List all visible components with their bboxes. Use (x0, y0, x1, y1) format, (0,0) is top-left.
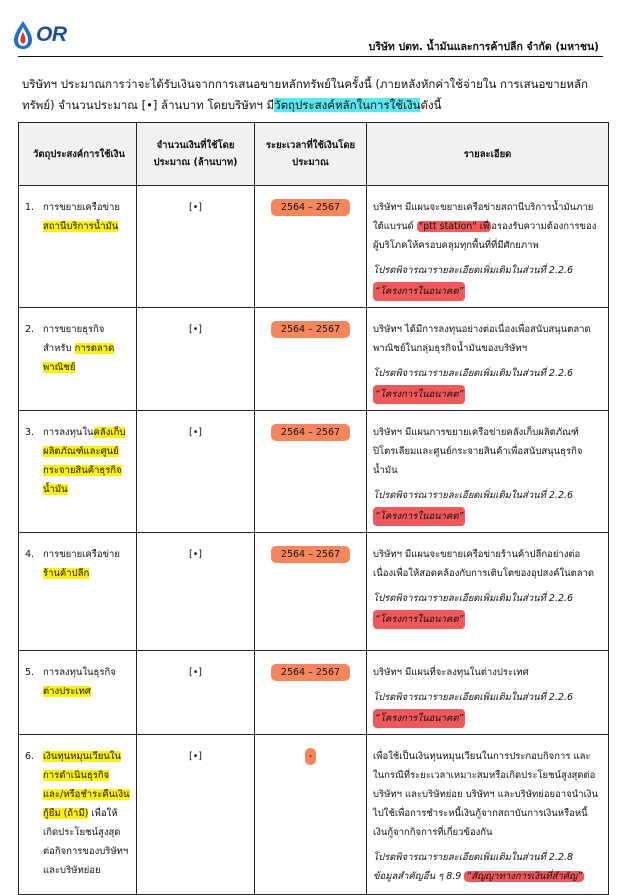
detail-text: เพื่อใช้เป็นเงินทุนหมุนเวียนในการประกอบกิจการ และในกรณีที่ระยะเวลาเหมาะสมหรือเกิดประโยชน์สูงสุดต่อบริษัทฯ และบริษัทย่อย บริษัทฯ และบริษัทย่อยอาจนำเงินไปใช้เพื่อการชำระหนี้เงินกู้จากสถาบันการเงินหรือหนี้เงินกู้จากกิจการที่เกี่ยวข้องกัน (373, 751, 598, 838)
table-row (19, 411, 609, 533)
objective-highlight: ร้านค้าปลีก (43, 568, 90, 579)
detail-cell (367, 186, 609, 308)
detail-text-end: อรองรับความต้องการของผู้บริโภคให้ครอบคลุมทุกพื้นที่ที่มีศักยภาพ (373, 221, 597, 251)
objective-highlight: สถานีบริการน้ำมัน (43, 221, 119, 232)
period-cell (255, 186, 367, 308)
header-objective: วัตถุประสงค์การใช้เงิน (19, 123, 137, 186)
objective-cell (19, 308, 137, 411)
table-row (19, 735, 609, 895)
reference-note: “โครงการในอนาคต” (373, 282, 465, 301)
period-cell (255, 735, 367, 895)
detail-cell (367, 533, 609, 651)
period-cell (255, 533, 367, 651)
reference-text: โปรดพิจารณารายละเอียดเพิ่มเติมในส่วนที่ 2.2.6 (373, 265, 574, 276)
detail-highlight: "ptt station" เพื่ (418, 221, 490, 232)
logo-text: OR (36, 23, 67, 46)
objective-text: การลงทุนใน (43, 427, 94, 438)
period-cell (255, 651, 367, 735)
period-badge: 2564 – 2567 (271, 546, 350, 563)
objective-cell (19, 533, 137, 651)
objective-text: การลงทุนในธุรกิจ (43, 667, 116, 678)
period-badge: 2564 – 2567 (271, 199, 350, 216)
objective-text: การขยายธุรกิจสำหรับ (43, 324, 105, 354)
reference-note: “โครงการในอนาคต” (373, 385, 465, 404)
intro-paragraph (22, 74, 604, 116)
amount-cell: [•] (137, 411, 255, 533)
intro-text: บริษัทฯ ประมาณการว่าจะได้รับเงินจากการเสนอขายหลักทรัพย์ในครั้งนี้ (ภายหลังหักค่าใช้จ่ายใน การเสนอขายหลักทรัพย์) จำนวนประมาณ [•] ล้านบาท โดยบริษัทฯ มี (22, 77, 588, 112)
period-badge: 2564 – 2567 (271, 321, 350, 338)
objective-highlight: เงินทุนหมุนเวียนในการดำเนินธุรกิจ และ/หรือชำระคืนเงินกู้ยืม (ถ้ามี) (43, 751, 130, 819)
row-number: 5. (25, 667, 35, 678)
header-amount: จำนวนเงินที่ใช้โดยประมาณ (ล้านบาท) (137, 123, 255, 186)
detail-cell (367, 735, 609, 895)
row-number: 3. (25, 427, 35, 438)
header-divider (18, 56, 603, 57)
objective-highlight: ต่างประเทศ (43, 686, 91, 697)
header-detail: รายละเอียด (367, 123, 609, 186)
period-badge: 2564 – 2567 (271, 664, 350, 681)
objective-cell (19, 651, 137, 735)
period-badge: 2564 – 2567 (271, 424, 350, 441)
use-of-proceeds-table (18, 122, 609, 895)
objective-cell (19, 735, 137, 895)
reference-text: โปรดพิจารณารายละเอียดเพิ่มเติมในส่วนที่ 2.2.6 (373, 490, 574, 501)
reference-note: “โครงการในอนาคต” (373, 610, 465, 629)
row-number: 1. (25, 202, 35, 213)
intro-text-end: ดังนี้ (420, 98, 442, 112)
table-row (19, 651, 609, 735)
reference-note: “โครงการในอนาคต” (373, 507, 465, 526)
amount-cell: [•] (137, 651, 255, 735)
reference-text: โปรดพิจารณารายละเอียดเพิ่มเติมในส่วนที่ 2.2.6 (373, 692, 574, 703)
objective-cell (19, 411, 137, 533)
reference-text: โปรดพิจารณารายละเอียดเพิ่มเติมในส่วนที่ 2.2.6 (373, 593, 574, 604)
detail-text: บริษัทฯ ได้มีการลงทุนอย่างต่อเนื่องเพื่อสนับสนุนตลาดพาณิชย์ในกลุ่มธุรกิจน้ำมันของบริษัทฯ (373, 324, 591, 354)
company-name: บริษัท ปตท. น้ำมันและการค้าปลีก จำกัด (มหาชน) (368, 41, 599, 53)
intro-highlight: วัตถุประสงค์หลักในการใช้เงิน (274, 98, 421, 112)
period-badge: - (305, 748, 316, 765)
detail-cell (367, 411, 609, 533)
row-number: 4. (25, 549, 35, 560)
detail-text: บริษัทฯ มีแผนจะขยายเครือข่ายสถานีบริการน้ำมันภายใต้แบรนด์ (373, 202, 594, 232)
objective-text: เพื่อให้เกิดประโยชน์สูงสุดต่อกิจการของบริษัทฯ และบริษัทย่อย (43, 808, 129, 876)
detail-text: บริษัทฯ มีแผนจะขยายเครือข่ายร้านค้าปลีกอย่างต่อเนื่องเพื่อให้สอดคล้องกับการเติบโตของอุปสงค์ในตลาด (373, 549, 595, 579)
drop-logo-icon (12, 20, 34, 50)
objective-text: การขยายเครือข่าย (43, 202, 120, 213)
period-cell (255, 411, 367, 533)
reference-text: โปรดพิจารณารายละเอียดเพิ่มเติมในส่วนที่ 2.2.8 ข้อมูลสำคัญอื่น ๆ 8.9 (373, 852, 574, 882)
objective-text: การขยายเครือข่าย (43, 549, 120, 560)
table-row (19, 308, 609, 411)
reference-text: โปรดพิจารณารายละเอียดเพิ่มเติมในส่วนที่ 2.2.6 (373, 368, 574, 379)
company-logo (12, 20, 67, 50)
objective-cell (19, 186, 137, 308)
amount-cell: [•] (137, 735, 255, 895)
row-number: 2. (25, 324, 35, 335)
table-row (19, 186, 609, 308)
detail-text: บริษัทฯ มีแผนการขยายเครือข่ายคลังเก็บผลิตภัณฑ์ปิโตรเลียมและศูนย์กระจายสินค้าเพื่อสนับสนุนธุรกิจน้ำมัน (373, 427, 583, 476)
amount-cell: [•] (137, 186, 255, 308)
reference-note: “สัญญาทางการเงินที่สำคัญ” (466, 871, 583, 882)
table-row (19, 533, 609, 651)
detail-cell (367, 308, 609, 411)
reference-note: “โครงการในอนาคต” (373, 709, 465, 728)
amount-cell: [•] (137, 308, 255, 411)
detail-cell (367, 651, 609, 735)
period-cell (255, 308, 367, 411)
objective-highlight: การตลาดพาณิชย์ (43, 343, 115, 373)
header-period: ระยะเวลาที่ใช้เงินโดยประมาณ (255, 123, 367, 186)
table-header-row (19, 123, 609, 186)
row-number: 6. (25, 751, 35, 762)
detail-text: บริษัทฯ มีแผนที่จะลงทุนในต่างประเทศ (373, 667, 529, 678)
objective-highlight: คลังเก็บผลิตภัณฑ์และศูนย์กระจายสินค้าธุรกิจน้ำมัน (43, 427, 126, 495)
amount-cell: [•] (137, 533, 255, 651)
